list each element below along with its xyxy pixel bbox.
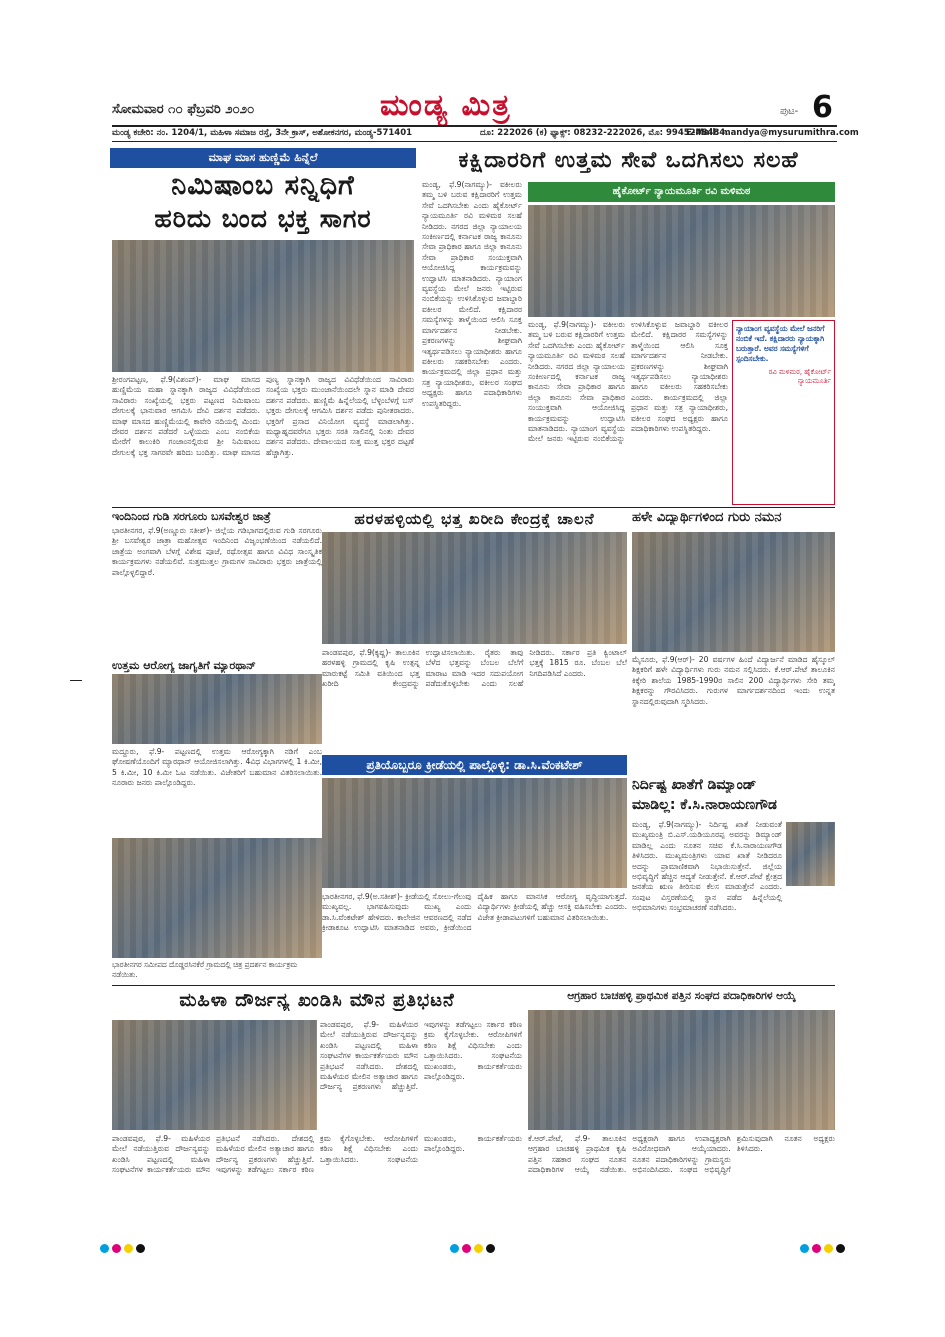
story1-kicker: ಮಾಘ ಮಾಸ ಹುಣ್ಣಿಮೆ ಹಿನ್ನೆಲೆ (110, 148, 416, 168)
story3-body: ಭಾರತೀನಗರ, ಫೆ.9(ಅಣ್ಣೂರು ಸತೀಶ್)- ಜಿಲ್ಲೆಯ ಗಡಿಭಾಗದಲ್ಲಿರುವ ಗುಡಿ ಸರಗೂರು ಶ್ರೀ ಬಸವೇಶ್ವರ ಜಾತ್ರಾ ಮಹೋತ್ಸವ ಇಂದಿನಿಂದ ವಿಜೃಂಭಣೆಯಿಂದ ನಡೆಯಲಿದೆ. ಜಾತ್ರೆಯ ಅಂಗವಾಗಿ ಬೆಳಗ್ಗೆ ವಿಶೇಷ ಪೂಜೆ, ರಥೋತ್ಸವ ಹಾಗೂ ವಿವಿಧ ಸಾಂಸ್ಕೃತಿಕ ಕಾರ್ಯಕ್ರಮಗಳು ನಡೆಯಲಿವೆ. ಸುತ್ತಮುತ್ತಲ ಗ್ರಾಮಗಳ ಸಾವಿರಾರು ಭಕ್ತರು ಜಾತ್ರೆಯಲ್ಲಿ ಪಾಲ್ಗೊಳ್ಳಲಿದ್ದಾರೆ. (112, 526, 322, 577)
story5-body: ಮೈಸೂರು, ಫೆ.9(ಆರ್)- 20 ವರ್ಷಗಳ ಹಿಂದೆ ವಿದ್ಯಾರ್ಜನೆ ಮಾಡಿದ ಹೈಸ್ಕೂಲ್ ಶಿಕ್ಷಕರಿಗೆ ಹಳೇ ವಿದ್ಯಾರ್ಥಿಗಳು ಗುರು ನಮನ ಸಲ್ಲಿಸಿದರು. ಕೆ.ಆರ್.ಪೇಟೆ ತಾಲೂಕಿನ ಕಿಕ್ಕೇರಿ ಶಾಲೆಯ 1985-1990ರ ಸಾಲಿನ 200 ವಿದ್ಯಾರ್ಥಿಗಳು ಸೇರಿ ತಮ್ಮ ಶಿಕ್ಷಕರನ್ನು ಗೌರವಿಸಿದರು. ಗುರುಗಳ ಮಾರ್ಗದರ್ಶನದಿಂದ ಇಂದು ಉನ್ನತ ಸ್ಥಾನದಲ್ಲಿರುವುದಾಗಿ ಸ್ಮರಿಸಿದರು. (632, 655, 835, 706)
page-number: 6 (812, 90, 833, 125)
reg-dot-2d (486, 1244, 495, 1253)
reg-dot-2c (474, 1244, 483, 1253)
masthead-rule-bottom (112, 141, 837, 142)
masthead-email: E-Mail: mandya@mysurumithra.com (686, 128, 859, 138)
reg-dot-1a (100, 1244, 109, 1253)
story2-body-cont: ಮಂಡ್ಯ, ಫೆ.9(ನಾಗಮ್ಯು)- ವಕೀಲರು ತಮ್ಮ ಬಳಿ ಬರುವ ಕಕ್ಷಿದಾರರಿಗೆ ಉತ್ತಮ ಸೇವೆ ಒದಗಿಸಬೇಕು ಎಂದು ಹೈಕೋರ್ಟ್ ನ್ಯಾಯಮೂರ್ತಿ ರವಿ ಮಳಿಮಠ ಸಲಹೆ ನೀಡಿದರು. ನಗರದ ಜಿಲ್ಲಾ ನ್ಯಾಯಾಲಯ ಸಂಕೀರ್ಣದಲ್ಲಿ ಕರ್ನಾಟಕ ರಾಜ್ಯ ಕಾನೂನು ಸೇವಾ ಪ್ರಾಧಿಕಾರ ಹಾಗೂ ಜಿಲ್ಲಾ ಕಾನೂನು ಸೇವಾ ಪ್ರಾಧಿಕಾರ ಸಂಯುಕ್ತವಾಗಿ ಆಯೋಜಿಸಿದ್ದ ಕಾರ್ಯಕ್ರಮವನ್ನು ಉದ್ಘಾಟಿಸಿ ಮಾತನಾಡಿದರು. ನ್ಯಾಯಾಂಗ ವ್ಯವಸ್ಥೆಯ ಮೇಲೆ ಜನರು ಇಟ್ಟಿರುವ ನಂಬಿಕೆಯನ್ನು ಉಳಿಸಿಕೊಳ್ಳುವ ಜವಾಬ್ದಾರಿ ವಕೀಲರ ಮೇಲಿದೆ. ಕಕ್ಷಿದಾರರ ಸಮಸ್ಯೆಗಳನ್ನು ತಾಳ್ಮೆಯಿಂದ ಆಲಿಸಿ ಸೂಕ್ತ ಮಾರ್ಗದರ್ಶನ ನೀಡಬೇಕು. ಪ್ರಕರಣಗಳನ್ನು ಶೀಘ್ರವಾಗಿ ಇತ್ಯರ್ಥಪಡಿಸಲು ನ್ಯಾಯಾಧೀಶರು ಹಾಗೂ ವಕೀಲರು ಸಹಕರಿಸಬೇಕು ಎಂದರು. ಕಾರ್ಯಕ್ರಮದಲ್ಲಿ ಜಿಲ್ಲಾ ಪ್ರಧಾನ ಮತ್ತು ಸತ್ರ ನ್ಯಾಯಾಧೀಶರು, ವಕೀಲರ ಸಂಘದ ಅಧ್ಯಕ್ಷರು ಹಾಗೂ ಪದಾಧಿಕಾರಿಗಳು ಉಪಸ್ಥಿತರಿದ್ದರು. (528, 320, 728, 444)
reg-dot-3b (812, 1244, 821, 1253)
story4-photo (322, 532, 627, 644)
story1-photo (112, 240, 414, 372)
masthead-rule-top (112, 125, 837, 127)
story7-photo (322, 778, 627, 888)
masthead-date: ಸೋಮವಾರ ೧೦ ಫೆಬ್ರವರಿ ೨೦೨೦ (112, 102, 255, 117)
masthead-logo: ಮಂಡ್ಯ ಮಿತ್ರ (380, 88, 512, 123)
story1-headline-line1: ನಿಮಿಷಾಂಬ ಸನ್ನಿಧಿಗೆ (171, 170, 355, 201)
masthead-address: ಮಂಡ್ಯ ಕಚೇರಿ: ನಂ. 1204/1, ಮಹಿಳಾ ಸಮಾಜ ರಸ್ತೆ, 3ನೇ ಕ್ರಾಸ್, ಅಶೋಕನಗರ, ಮಂಡ್ಯ-571401 (112, 128, 413, 138)
story6-headline: ಉತ್ತಮ ಆರೋಗ್ಯ ಜಾಗೃತಿಗೆ ಮ್ಯಾರಥಾನ್ (112, 659, 256, 672)
reg-dot-3a (800, 1244, 809, 1253)
story5-photo (632, 532, 835, 652)
story7-headline: ಪ್ರತಿಯೊಬ್ಬರೂ ಕ್ರೀಡೆಯಲ್ಲಿ ಪಾಲ್ಗೊಳ್ಳಿ: ಡಾ.ಸಿ.ವೆಂಕಟೇಶ್ (322, 755, 627, 775)
story9-photo (112, 1020, 317, 1130)
story10-photo (528, 1010, 835, 1130)
page-label: ಪುಟ- (780, 106, 799, 117)
story5-headline: ಹಳೇ ವಿದ್ಯಾರ್ಥಿಗಳಿಂದ ಗುರು ನಮನ (632, 510, 782, 525)
story8-body: ಮಂಡ್ಯ, ಫೆ.9(ನಾಗಮ್ಯು)- ನಿರ್ದಿಷ್ಟ ಖಾತೆ ನೀಡುವಂತೆ ಮುಖ್ಯಮಂತ್ರಿ ಬಿ.ಎಸ್.ಯಡಿಯೂರಪ್ಪ ಅವರನ್ನು ಡಿಮ್ಯಾಂಡ್ ಮಾಡಿಲ್ಲ ಎಂದು ನೂತನ ಸಚಿವ ಕೆ.ಸಿ.ನಾರಾಯಣಗೌಡ ತಿಳಿಸಿದರು. ಮುಖ್ಯಮಂತ್ರಿಗಳು ಯಾವ ಖಾತೆ ನೀಡಿದರೂ ಅದನ್ನು ಪ್ರಾಮಾಣಿಕವಾಗಿ ನಿಭಾಯಿಸುತ್ತೇನೆ. ಜಿಲ್ಲೆಯ ಅಭಿವೃದ್ಧಿಗೆ ಹೆಚ್ಚಿನ ಆದ್ಯತೆ ನೀಡುತ್ತೇನೆ. ಕೆ.ಆರ್.ಪೇಟೆ ಕ್ಷೇತ್ರದ ಜನತೆಯ ಋಣ ತೀರಿಸುವ ಕೆಲಸ ಮಾಡುತ್ತೇನೆ ಎಂದರು. ಸಂಪುಟ ವಿಸ್ತರಣೆಯಲ್ಲಿ ಸ್ಥಾನ ಪಡೆದ ಹಿನ್ನೆಲೆಯಲ್ಲಿ ಅಭಿಮಾನಿಗಳು ಸಂಭ್ರಮಾಚರಣೆ ನಡೆಸಿದರು. (632, 820, 782, 913)
reg-dot-3c (824, 1244, 833, 1253)
story4-body: ಪಾಂಡವಪುರ, ಫೆ.9(ಕೃಷ್ಣ)- ತಾಲೂಕಿನ ಹರಳಹಳ್ಳಿ ಗ್ರಾಮದಲ್ಲಿ ಕೃಷಿ ಉತ್ಪನ್ನ ಮಾರುಕಟ್ಟೆ ಸಮಿತಿ ವತಿಯಿಂದ ಭತ್ತ ಖರೀದಿ ಕೇಂದ್ರವನ್ನು ಉದ್ಘಾಟಿಸಲಾಯಿತು. ರೈತರು ತಾವು ಬೆಳೆದ ಭತ್ತವನ್ನು ಬೆಂಬಲ ಬೆಲೆಗೆ ಮಾರಾಟ ಮಾಡಿ ಇದರ ಸದುಪಯೋಗ ಪಡೆದುಕೊಳ್ಳಬೇಕು ಎಂದು ಸಲಹೆ ನೀಡಿದರು. ಸರ್ಕಾರ ಪ್ರತಿ ಕ್ವಿಂಟಾಲ್ ಭತ್ತಕ್ಕೆ 1815 ರೂ. ಬೆಂಬಲ ಬೆಲೆ ನಿಗದಿಪಡಿಸಿದೆ ಎಂದರು. (322, 648, 627, 689)
masthead-phone: ದೂ: 222026 (ಕ) ಫ್ಯಾಕ್ಸ್: 08232-222026, ಮೊ: 9945248484. (480, 128, 729, 138)
story2-quote-author: ರವಿ ಮಳಿಮಠ, ಹೈಕೋರ್ಟ್ ನ್ಯಾಯಮೂರ್ತಿ (768, 368, 831, 385)
story4-headline: ಹರಳಹಳ್ಳಿಯಲ್ಲಿ ಭತ್ತ ಖರೀದಿ ಕೇಂದ್ರಕ್ಕೆ ಚಾಲನೆ (354, 510, 595, 528)
reg-dot-2a (450, 1244, 459, 1253)
story9-headline: ಮಹಿಳಾ ದೌರ್ಜನ್ಯ ಖಂಡಿಸಿ ಮೌನ ಪ್ರತಿಭಟನೆ (179, 990, 455, 1011)
story8-portrait (786, 822, 835, 886)
story6-photo2 (112, 838, 322, 958)
story10-body: ಕೆ.ಆರ್.ಪೇಟೆ, ಫೆ.9- ತಾಲೂಕಿನ ಆಗ್ರಹಾರ ಬಾಚಹಳ್ಳಿ ಪ್ರಾಥಮಿಕ ಕೃಷಿ ಪತ್ತಿನ ಸಹಕಾರ ಸಂಘದ ನೂತನ ಪದಾಧಿಕಾರಿಗಳ ಆಯ್ಕೆ ನಡೆಯಿತು. ಅಧ್ಯಕ್ಷರಾಗಿ ಹಾಗೂ ಉಪಾಧ್ಯಕ್ಷರಾಗಿ ಅವಿರೋಧವಾಗಿ ಆಯ್ಕೆಯಾದರು. ನೂತನ ಪದಾಧಿಕಾರಿಗಳನ್ನು ಗ್ರಾಮಸ್ಥರು ಅಭಿನಂದಿಸಿದರು. ಸಂಘದ ಅಭಿವೃದ್ಧಿಗೆ ಶ್ರಮಿಸುವುದಾಗಿ ನೂತನ ಅಧ್ಯಕ್ಷರು ತಿಳಿಸಿದರು. (528, 1134, 835, 1175)
story1-body: ಶ್ರೀರಂಗಪಟ್ಟಣ, ಫೆ.9(ವಿಶಂಪ್)- ಮಾಘ ಮಾಸದ ಹುಣ್ಣಿಮೆಯ ಮಹಾ ಸ್ನಾನಕ್ಕಾಗಿ ರಾಜ್ಯದ ವಿವಿಧೆಡೆಯಿಂದ ಸಾವಿರಾರು ಸಂಖ್ಯೆಯಲ್ಲಿ ಭಕ್ತರು ಪಟ್ಟಣದ ನಿಮಿಷಾಂಬ ದೇಗುಲಕ್ಕೆ ಭಾನುವಾರ ಆಗಮಿಸಿ ದೇವಿ ದರ್ಶನ ಪಡೆದರು. ಮಾಘ ಮಾಸದ ಹುಣ್ಣಿಮೆಯಲ್ಲಿ ಕಾವೇರಿ ನದಿಯಲ್ಲಿ ಮಿಂದು ದೇವರ ದರ್ಶನ ಪಡೆದರೆ ಒಳ್ಳೆಯದು ಎಂಬ ನಂಬಿಕೆಯ ಮೇರೆಗೆ ಕಾಲುಕಿರಿ ಗಂಜಾಂನಲ್ಲಿರುವ ಶ್ರೀ ನಿಮಿಷಾಂಬ ದೇಗುಲಕ್ಕೆ ಭಕ್ತ ಸಾಗರವೇ ಹರಿದು ಬಂದಿತ್ತು. ಮಾಘ ಮಾಸದ ಪುಣ್ಯ ಸ್ನಾನಕ್ಕಾಗಿ ರಾಜ್ಯದ ವಿವಿಧೆಡೆಯಿಂದ ಸಾವಿರಾರು ಸಂಖ್ಯೆಯ ಭಕ್ತರು ಮುಂಜಾನೆಯಿಂದಲೇ ಸ್ನಾನ ಮಾಡಿ ದೇವರ ದರ್ಶನ ಪಡೆದರು. ಹುಣ್ಣಿಮೆ ಹಿನ್ನೆಲೆಯಲ್ಲಿ ಬೆಳ್ಳಂಬೆಳಗ್ಗೆ ಬಸ್ ಭಕ್ತರು ದೇಗುಲಕ್ಕೆ ಆಗಮಿಸಿ ದರ್ಶನ ಪಡೆದು ಪುನೀತರಾದರು. ಭಕ್ತರಿಗೆ ಪ್ರಸಾದ ವಿನಿಯೋಗ ವ್ಯವಸ್ಥೆ ಮಾಡಲಾಗಿತ್ತು. ಮಧ್ಯಾಹ್ನದವರೆಗೂ ಭಕ್ತರು ಸರತಿ ಸಾಲಿನಲ್ಲಿ ನಿಂತು ದೇವರ ದರ್ಶನ ಪಡೆದರು. ದೇವಾಲಯದ ಸುತ್ತ ಮುತ್ತ ಭಕ್ತರ ದಟ್ಟಣೆ ಹೆಚ್ಚಾಗಿತ್ತು. (112, 375, 414, 457)
story2-body: ಮಂಡ್ಯ, ಫೆ.9(ನಾಗಮ್ಯು)- ವಕೀಲರು ತಮ್ಮ ಬಳಿ ಬರುವ ಕಕ್ಷಿದಾರರಿಗೆ ಉತ್ತಮ ಸೇವೆ ಒದಗಿಸಬೇಕು ಎಂದು ಹೈಕೋರ್ಟ್ ನ್ಯಾಯಮೂರ್ತಿ ರವಿ ಮಳಿಮಠ ಸಲಹೆ ನೀಡಿದರು. ನಗರದ ಜಿಲ್ಲಾ ನ್ಯಾಯಾಲಯ ಸಂಕೀರ್ಣದಲ್ಲಿ ಕರ್ನಾಟಕ ರಾಜ್ಯ ಕಾನೂನು ಸೇವಾ ಪ್ರಾಧಿಕಾರ ಹಾಗೂ ಜಿಲ್ಲಾ ಕಾನೂನು ಸೇವಾ ಪ್ರಾಧಿಕಾರ ಸಂಯುಕ್ತವಾಗಿ ಆಯೋಜಿಸಿದ್ದ ಕಾರ್ಯಕ್ರಮವನ್ನು ಉದ್ಘಾಟಿಸಿ ಮಾತನಾಡಿದರು. ನ್ಯಾಯಾಂಗ ವ್ಯವಸ್ಥೆಯ ಮೇಲೆ ಜನರು ಇಟ್ಟಿರುವ ನಂಬಿಕೆಯನ್ನು ಉಳಿಸಿಕೊಳ್ಳುವ ಜವಾಬ್ದಾರಿ ವಕೀಲರ ಮೇಲಿದೆ. ಕಕ್ಷಿದಾರರ ಸಮಸ್ಯೆಗಳನ್ನು ತಾಳ್ಮೆಯಿಂದ ಆಲಿಸಿ ಸೂಕ್ತ ಮಾರ್ಗದರ್ಶನ ನೀಡಬೇಕು. ಪ್ರಕರಣಗಳನ್ನು ಶೀಘ್ರವಾಗಿ ಇತ್ಯರ್ಥಪಡಿಸಲು ನ್ಯಾಯಾಧೀಶರು ಹಾಗೂ ವಕೀಲರು ಸಹಕರಿಸಬೇಕು ಎಂದರು. ಕಾರ್ಯಕ್ರಮದಲ್ಲಿ ಜಿಲ್ಲಾ ಪ್ರಧಾನ ಮತ್ತು ಸತ್ರ ನ್ಯಾಯಾಧೀಶರು, ವಕೀಲರ ಸಂಘದ ಅಧ್ಯಕ್ಷರು ಹಾಗೂ ಪದಾಧಿಕಾರಿಗಳು ಉಪಸ್ಥಿತರಿದ್ದರು. (422, 180, 522, 408)
story9-body-cont: ಪಾಂಡವಪುರ, ಫೆ.9- ಮಹಿಳೆಯರ ಮೇಲೆ ನಡೆಯುತ್ತಿರುವ ದೌರ್ಜನ್ಯವನ್ನು ಖಂಡಿಸಿ ಪಟ್ಟಣದಲ್ಲಿ ಮಹಿಳಾ ಸಂಘಟನೆಗಳ ಕಾರ್ಯಕರ್ತೆಯರು ಮೌನ ಪ್ರತಿಭಟನೆ ನಡೆಸಿದರು. ದೇಶದಲ್ಲಿ ಮಹಿಳೆಯರ ಮೇಲಿನ ಅತ್ಯಾಚಾರ ಹಾಗೂ ದೌರ್ಜನ್ಯ ಪ್ರಕರಣಗಳು ಹೆಚ್ಚುತ್ತಿವೆ. ಇವುಗಳನ್ನು ತಡೆಗಟ್ಟಲು ಸರ್ಕಾರ ಕಠಿಣ ಕ್ರಮ ಕೈಗೊಳ್ಳಬೇಕು. ಆರೋಪಿಗಳಿಗೆ ಕಠಿಣ ಶಿಕ್ಷೆ ವಿಧಿಸಬೇಕು ಎಂದು ಒತ್ತಾಯಿಸಿದರು. ಸಂಘಟನೆಯ ಮುಖಂಡರು, ಕಾರ್ಯಕರ್ತೆಯರು ಪಾಲ್ಗೊಂಡಿದ್ದರು. (112, 1134, 522, 1175)
story6-caption: ಭಾರತೀನಗರ ಸಮೀಪದ ದೊಡ್ಡರಸಿನಕೆರೆ ಗ್ರಾಮದಲ್ಲಿ ಚಿತ್ರ ಪ್ರದರ್ಶನ ಕಾರ್ಯಕ್ರಮ ನಡೆಯಿತು. (112, 960, 298, 979)
crop-mark-left (70, 680, 82, 681)
story2-subhead: ಹೈಕೋರ್ಟ್ ನ್ಯಾಯಮೂರ್ತಿ ರವಿ ಮಳಿಮಠ (528, 182, 835, 202)
story2-photo (528, 205, 835, 317)
reg-dot-2b (462, 1244, 471, 1253)
story3-headline: ಇಂದಿನಿಂದ ಗುಡಿ ಸರಗೂರು ಬಸವೇಶ್ವರ ಜಾತ್ರೆ (112, 510, 271, 523)
story6-body: ಮದ್ದೂರು, ಫೆ.9- ಪಟ್ಟಣದಲ್ಲಿ ಉತ್ತಮ ಆರೋಗ್ಯಕ್ಕಾಗಿ ನಡಿಗೆ ಎಂಬ ಘೋಷಣೆಯೊಂದಿಗೆ ಮ್ಯಾರಥಾನ್ ಆಯೋಜಿಸಲಾಗಿತ್ತು. 4ವಿಧ ವಿಭಾಗಗಳಲ್ಲಿ 1 ಕಿ.ಮೀ, 5 ಕಿ.ಮೀ, 10 ಕಿ.ಮೀ ಓಟ ನಡೆಯಿತು. ವಿಜೇತರಿಗೆ ಬಹುಮಾನ ವಿತರಿಸಲಾಯಿತು. ನೂರಾರು ಜನರು ಪಾಲ್ಗೊಂಡಿದ್ದರು. (112, 747, 322, 788)
story8-headline-line2: ಮಾಡಿಲ್ಲ: ಕೆ.ಸಿ.ನಾರಾಯಣಗೌಡ (632, 797, 777, 813)
story6-photo (112, 674, 322, 744)
section-rule-2 (112, 985, 835, 986)
story7-body: ಭಾರತೀನಗರ, ಫೆ.9(ಅ.ಸತೀಶ್)- ಕ್ರೀಡೆಯಲ್ಲಿ ಸೋಲು-ಗೆಲುವು ಮುಖ್ಯವಲ್ಲ. ಭಾಗವಹಿಸುವುದು ಮುಖ್ಯ ಎಂದು ಡಾ.ಸಿ.ವೆಂಕಟೇಶ್ ಹೇಳಿದರು. ಕಾಲೇಜಿನ ಆವರಣದಲ್ಲಿ ನಡೆದ ಕ್ರೀಡಾಕೂಟ ಉದ್ಘಾಟಿಸಿ ಮಾತನಾಡಿದ ಅವರು, ಕ್ರೀಡೆಯಿಂದ ದೈಹಿಕ ಹಾಗೂ ಮಾನಸಿಕ ಆರೋಗ್ಯ ವೃದ್ಧಿಯಾಗುತ್ತದೆ. ವಿದ್ಯಾರ್ಥಿಗಳು ಕ್ರೀಡೆಯಲ್ಲಿ ಹೆಚ್ಚು ಆಸಕ್ತಿ ವಹಿಸಬೇಕು ಎಂದರು. ವಿಜೇತ ಕ್ರೀಡಾಪಟುಗಳಿಗೆ ಬಹುಮಾನ ವಿತರಿಸಲಾಯಿತು. (322, 892, 627, 933)
story10-headline: ಆಗ್ರಹಾರ ಬಾಚಹಳ್ಳಿ ಪ್ರಾಥಮಿಕ ಪತ್ತಿನ ಸಂಘದ ಪದಾಧಿಕಾರಿಗಳ ಆಯ್ಕೆ (567, 990, 796, 1002)
story9-body: ಪಾಂಡವಪುರ, ಫೆ.9- ಮಹಿಳೆಯರ ಮೇಲೆ ನಡೆಯುತ್ತಿರುವ ದೌರ್ಜನ್ಯವನ್ನು ಖಂಡಿಸಿ ಪಟ್ಟಣದಲ್ಲಿ ಮಹಿಳಾ ಸಂಘಟನೆಗಳ ಕಾರ್ಯಕರ್ತೆಯರು ಮೌನ ಪ್ರತಿಭಟನೆ ನಡೆಸಿದರು. ದೇಶದಲ್ಲಿ ಮಹಿಳೆಯರ ಮೇಲಿನ ಅತ್ಯಾಚಾರ ಹಾಗೂ ದೌರ್ಜನ್ಯ ಪ್ರಕರಣಗಳು ಹೆಚ್ಚುತ್ತಿವೆ. ಇವುಗಳನ್ನು ತಡೆಗಟ್ಟಲು ಸರ್ಕಾರ ಕಠಿಣ ಕ್ರಮ ಕೈಗೊಳ್ಳಬೇಕು. ಆರೋಪಿಗಳಿಗೆ ಕಠಿಣ ಶಿಕ್ಷೆ ವಿಧಿಸಬೇಕು ಎಂದು ಒತ್ತಾಯಿಸಿದರು. ಸಂಘಟನೆಯ ಮುಖಂಡರು, ಕಾರ್ಯಕರ್ತೆಯರು ಪಾಲ್ಗೊಂಡಿದ್ದರು. (320, 1020, 522, 1092)
reg-dot-1b (112, 1244, 121, 1253)
section-rule-1 (112, 507, 835, 508)
story1-headline-line2: ಹರಿದು ಬಂದ ಭಕ್ತ ಸಾಗರ (154, 204, 372, 233)
reg-dot-3d (836, 1244, 845, 1253)
reg-dot-1d (136, 1244, 145, 1253)
story2-quote-box (732, 320, 835, 505)
reg-dot-1c (124, 1244, 133, 1253)
story8-headline-line1: ನಿರ್ದಿಷ್ಟ ಖಾತೆಗೆ ಡಿಮ್ಯಾಂಡ್ (632, 777, 757, 793)
story2-quote: ನ್ಯಾಯಾಂಗ ವ್ಯವಸ್ಥೆಯ ಮೇಲೆ ಜನರಿಗೆ ನಂಬಿಕೆ ಇದೆ. ಕಕ್ಷಿದಾರರು ನ್ಯಾಯಕ್ಕಾಗಿ ಬರುತ್ತಾರೆ. ಅವರ ಸಮಸ್ಯೆಗಳಿಗೆ ಸ್ಪಂದಿಸಬೇಕು. (736, 324, 825, 363)
story2-headline: ಕಕ್ಷಿದಾರರಿಗೆ ಉತ್ತಮ ಸೇವೆ ಒದಗಿಸಲು ಸಲಹೆ (458, 148, 799, 173)
